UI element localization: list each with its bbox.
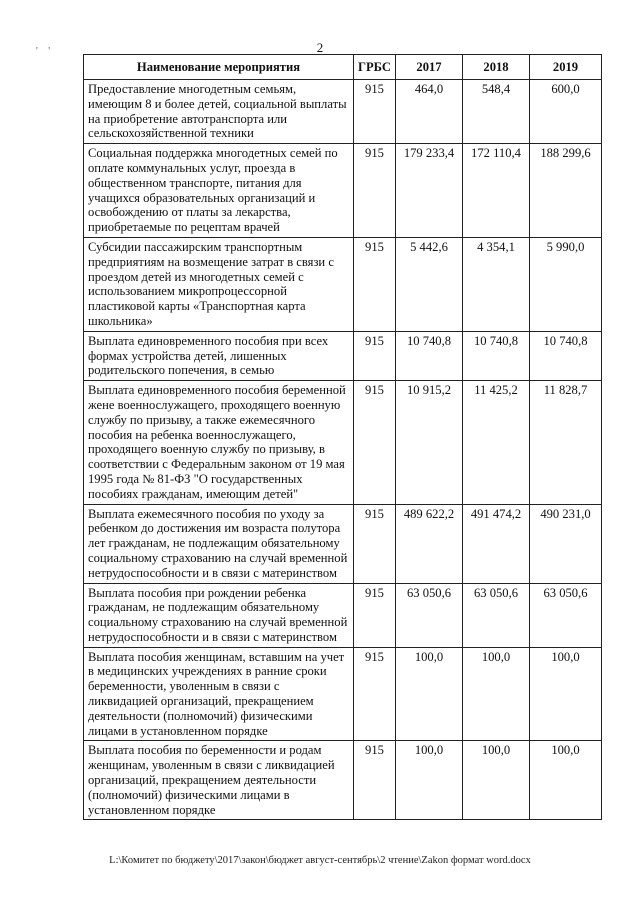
scan-marks: ' ' xyxy=(36,46,55,57)
row-2017: 179 233,4 xyxy=(396,144,463,238)
header-grbs: ГРБС xyxy=(354,55,396,80)
row-2018: 172 110,4 xyxy=(463,144,530,238)
row-grbs: 915 xyxy=(354,331,396,380)
row-2018: 548,4 xyxy=(463,80,530,144)
table-row xyxy=(84,237,602,331)
row-name: Выплата единовременного пособия при всех формах устройства детей, лишенных родительского попечения, в семью xyxy=(84,331,354,380)
row-2018: 4 354,1 xyxy=(463,237,530,331)
row-name: Предоставление многодетным семьям, имеющим 8 и более детей, социальной выплаты на приобретение автотранспорта или сельскохозяйственной техники xyxy=(84,80,354,144)
table-header-row xyxy=(84,55,602,80)
row-2018: 100,0 xyxy=(463,741,530,820)
table-row xyxy=(84,741,602,820)
table-row xyxy=(84,583,602,647)
row-name: Выплата пособия женщинам, вставшим на учет в медицинских учреждениях в ранние сроки беременности, уволенным в связи с ликвидацией организаций, прекращением деятельности (полномочий) физическими лицами в установленном порядке xyxy=(84,647,354,741)
row-2017: 10 915,2 xyxy=(396,381,463,504)
row-2017: 100,0 xyxy=(396,741,463,820)
header-2018: 2018 xyxy=(463,55,530,80)
row-name: Выплата ежемесячного пособия по уходу за ребенком до достижения им возраста полутора лет гражданам, не подлежащим обязательному социальному страхованию на случай временной нетрудоспособности и в связи с материнством xyxy=(84,504,354,583)
row-grbs: 915 xyxy=(354,504,396,583)
row-name: Выплата пособия при рождении ребенка гражданам, не подлежащим обязательному социальному страхованию на случай временной нетрудоспособности и в связи с материнством xyxy=(84,583,354,647)
row-2019: 600,0 xyxy=(530,80,602,144)
row-grbs: 915 xyxy=(354,741,396,820)
row-2017: 100,0 xyxy=(396,647,463,741)
row-name: Субсидии пассажирским транспортным предприятиям на возмещение затрат в связи с проездом детей из многодетных семей с использованием микропроцессорной пластиковой карты «Транспортная карта школьника» xyxy=(84,237,354,331)
row-2019: 188 299,6 xyxy=(530,144,602,238)
row-2017: 464,0 xyxy=(396,80,463,144)
row-grbs: 915 xyxy=(354,80,396,144)
row-2019: 100,0 xyxy=(530,741,602,820)
row-grbs: 915 xyxy=(354,583,396,647)
row-2019: 11 828,7 xyxy=(530,381,602,504)
table-row xyxy=(84,647,602,741)
table-row xyxy=(84,144,602,238)
row-2019: 100,0 xyxy=(530,647,602,741)
row-2018: 63 050,6 xyxy=(463,583,530,647)
row-grbs: 915 xyxy=(354,381,396,504)
header-name: Наименование мероприятия xyxy=(84,55,354,80)
header-2019: 2019 xyxy=(530,55,602,80)
row-name: Выплата единовременного пособия беременной жене военнослужащего, проходящего военную службу по призыву, а также ежемесячного пособия на ребенка военнослужащего, проходящего военную службу по призыву, в соответствии с Федеральным законом от 19 мая 1995 года № 81-ФЗ "О государственных пособиях гражданам, имеющим детей" xyxy=(84,381,354,504)
table-row xyxy=(84,80,602,144)
budget-table xyxy=(83,54,602,820)
header-2017: 2017 xyxy=(396,55,463,80)
row-2017: 489 622,2 xyxy=(396,504,463,583)
row-grbs: 915 xyxy=(354,237,396,331)
row-name: Социальная поддержка многодетных семей по оплате коммунальных услуг, проезда в общественном транспорте, питания для учащихся образовательных организаций и освобождению от платы за лекарства, приобретаемые по рецептам врачей xyxy=(84,144,354,238)
row-2017: 10 740,8 xyxy=(396,331,463,380)
row-2017: 5 442,6 xyxy=(396,237,463,331)
table-row xyxy=(84,331,602,380)
table-row xyxy=(84,504,602,583)
row-2018: 491 474,2 xyxy=(463,504,530,583)
table-row xyxy=(84,381,602,504)
row-2019: 63 050,6 xyxy=(530,583,602,647)
row-2018: 10 740,8 xyxy=(463,331,530,380)
row-2018: 100,0 xyxy=(463,647,530,741)
footer-file-path: L:\Комитет по бюджету\2017\закон\бюджет август-сентябрь\2 чтение\Zakon формат word.docx xyxy=(109,855,531,866)
row-2019: 490 231,0 xyxy=(530,504,602,583)
row-2017: 63 050,6 xyxy=(396,583,463,647)
row-2019: 10 740,8 xyxy=(530,331,602,380)
page-number: 2 xyxy=(316,40,324,55)
row-name: Выплата пособия по беременности и родам женщинам, уволенным в связи с ликвидацией организаций, прекращением деятельности (полномочий) физическими лицами в установленном порядке xyxy=(84,741,354,820)
row-2019: 5 990,0 xyxy=(530,237,602,331)
row-2018: 11 425,2 xyxy=(463,381,530,504)
row-grbs: 915 xyxy=(354,647,396,741)
row-grbs: 915 xyxy=(354,144,396,238)
